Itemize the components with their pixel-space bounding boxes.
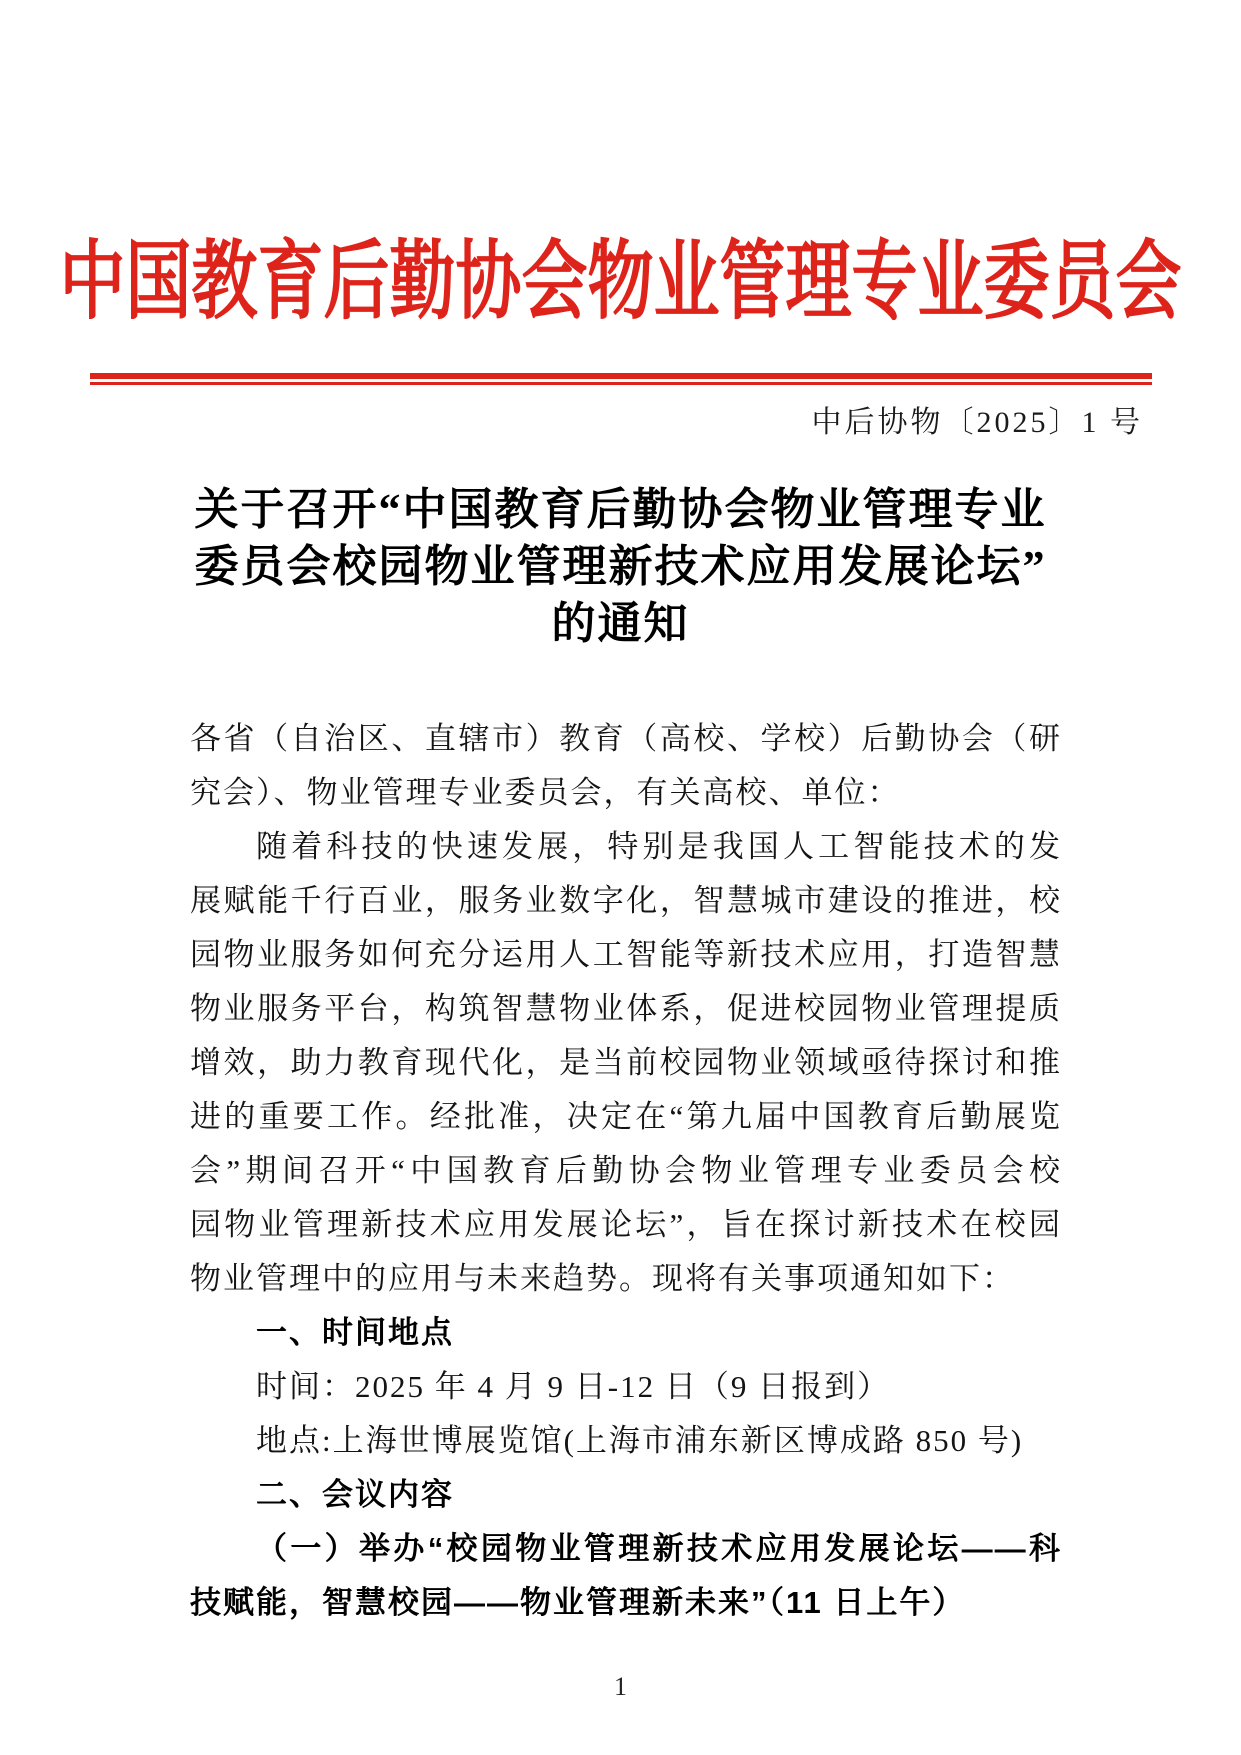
body-line: 二、会议内容 — [256, 1477, 454, 1512]
body-line: 进的重要工作。经批准，决定在“第九届中国教育后勤展览 — [190, 1099, 1062, 1134]
page-number: 1 — [614, 1672, 627, 1701]
notice-title — [0, 481, 1241, 652]
body-line: 物业管理中的应用与未来趋势。现将有关事项通知如下： — [190, 1261, 1015, 1296]
body-line: （一）举办“校园物业管理新技术应用发展论坛——科 — [256, 1531, 1062, 1566]
body-line: 园物业管理新技术应用发展论坛”，旨在探讨新技术在校园 — [190, 1207, 1062, 1242]
body-line: 物业服务平台，构筑智慧物业体系，促进校园物业管理提质 — [190, 991, 1062, 1026]
body-line: 究会）、物业管理专业委员会，有关高校、单位： — [190, 775, 901, 810]
letterhead-title: 中国教育后勤协会物业管理专业委员会 — [59, 234, 1182, 330]
divider-thin-line — [90, 382, 1152, 385]
body-line: 展赋能千行百业，服务业数字化，智慧城市建设的推进，校 — [190, 883, 1062, 918]
title-line: 关于召开“中国教育后勤协会物业管理专业 — [194, 485, 1047, 534]
body-line: 增效，助力教育现代化，是当前校园物业领域亟待探讨和推 — [190, 1045, 1062, 1080]
body-line: 一、时间地点 — [256, 1315, 454, 1350]
title-line: 的通知 — [551, 599, 690, 648]
body-line: 技赋能，智慧校园——物业管理新未来”（11 日上午） — [190, 1585, 966, 1620]
title-line: 委员会校园物业管理新技术应用发展论坛” — [194, 542, 1047, 591]
body-line: 随着科技的快速发展，特别是我国人工智能技术的发 — [256, 829, 1062, 864]
body-line: 会”期间召开“中国教育后勤协会物业管理专业委员会校 — [190, 1153, 1062, 1188]
divider-thick-line — [90, 373, 1152, 379]
letterhead-divider — [90, 373, 1152, 385]
body-line: 时间：2025 年 4 月 9 日-12 日（9 日报到） — [256, 1369, 891, 1404]
notice-body — [190, 712, 1062, 1630]
body-line: 各省（自治区、直辖市）教育（高校、学校）后勤协会（研 — [190, 721, 1062, 756]
body-line: 地点:上海世博展览馆(上海市浦东新区博成路 850 号) — [256, 1423, 1024, 1458]
body-line: 园物业服务如何充分运用人工智能等新技术应用，打造智慧 — [190, 937, 1062, 972]
document-number: 中后协物〔2025〕1 号 — [811, 406, 1143, 439]
